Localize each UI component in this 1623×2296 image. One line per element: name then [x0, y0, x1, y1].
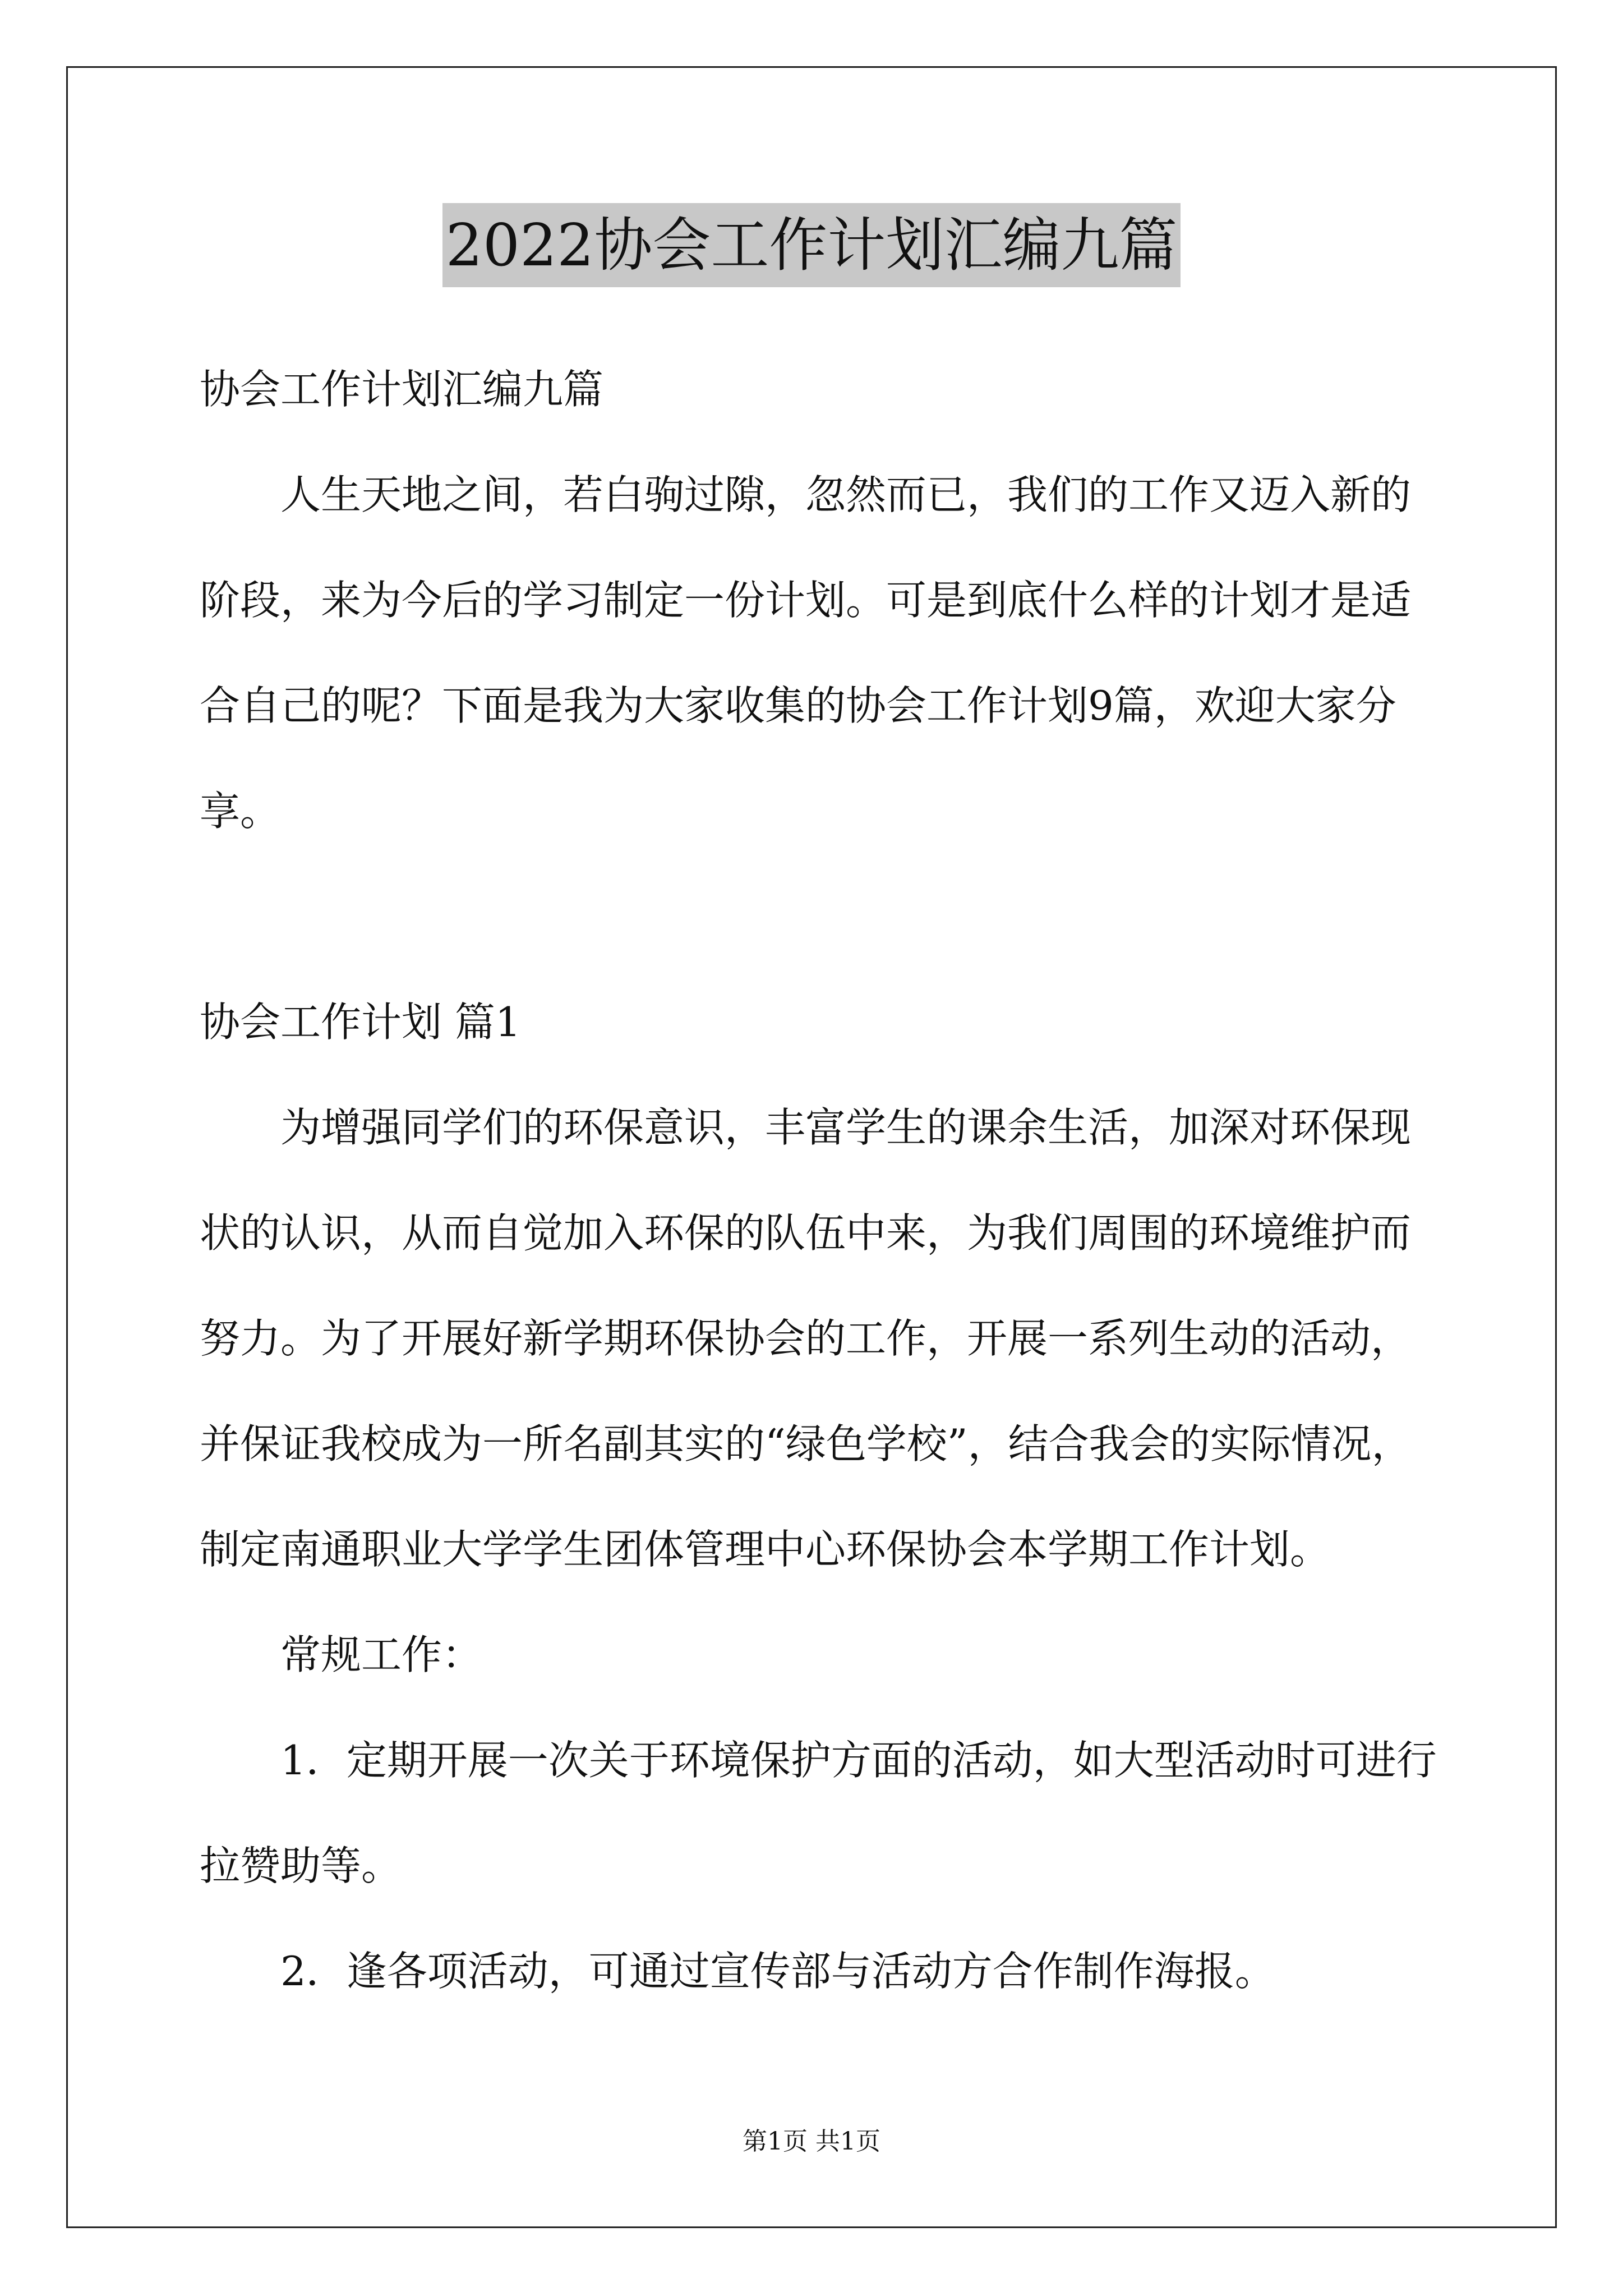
intro-line: 合自己的呢？下面是我为大家收集的协会工作计划9篇，欢迎大家分	[200, 682, 1396, 729]
intro-line: 阶段，来为今后的学习制定一份计划。可是到底什么样的计划才是适	[200, 577, 1412, 624]
intro-line: 享。	[200, 788, 281, 835]
section-heading: 协会工作计划 篇1	[200, 999, 521, 1046]
section-line: 为增强同学们的环保意识，丰富学生的课余生活，加深对环保现	[280, 1104, 1412, 1151]
document-title: 2022协会工作计划汇编九篇	[442, 203, 1181, 287]
intro-line: 人生天地之间，若白驹过隙，忽然而已，我们的工作又迈入新的	[280, 471, 1412, 518]
section-line: 制定南通职业大学学生团体管理中心环保协会本学期工作计划。	[200, 1526, 1331, 1573]
section-line: 并保证我校成为一所名副其实的“绿色学校”，结合我会的实际情况，	[200, 1420, 1412, 1467]
document-body	[200, 337, 1456, 2024]
routine-heading: 常规工作：	[280, 1631, 483, 1678]
page-footer: 第1页 共1页	[743, 2127, 880, 2156]
title-container	[0, 203, 1623, 287]
paragraph-gap	[200, 864, 1456, 969]
subtitle: 协会工作计划汇编九篇	[200, 366, 604, 413]
list-item-2: 2．逢各项活动，可通过宣传部与活动方合作制作海报。	[280, 1948, 1275, 1995]
list-item-1-continued: 拉赞助等。	[200, 1842, 402, 1889]
section-line: 状的认识，从而自觉加入环保的队伍中来，为我们周围的环境维护而	[200, 1209, 1412, 1257]
list-item-1: 1．定期开展一次关于环境保护方面的活动，如大型活动时可进行	[280, 1737, 1437, 1784]
section-line: 努力。为了开展好新学期环保协会的工作，开展一系列生动的活动，	[200, 1315, 1412, 1362]
